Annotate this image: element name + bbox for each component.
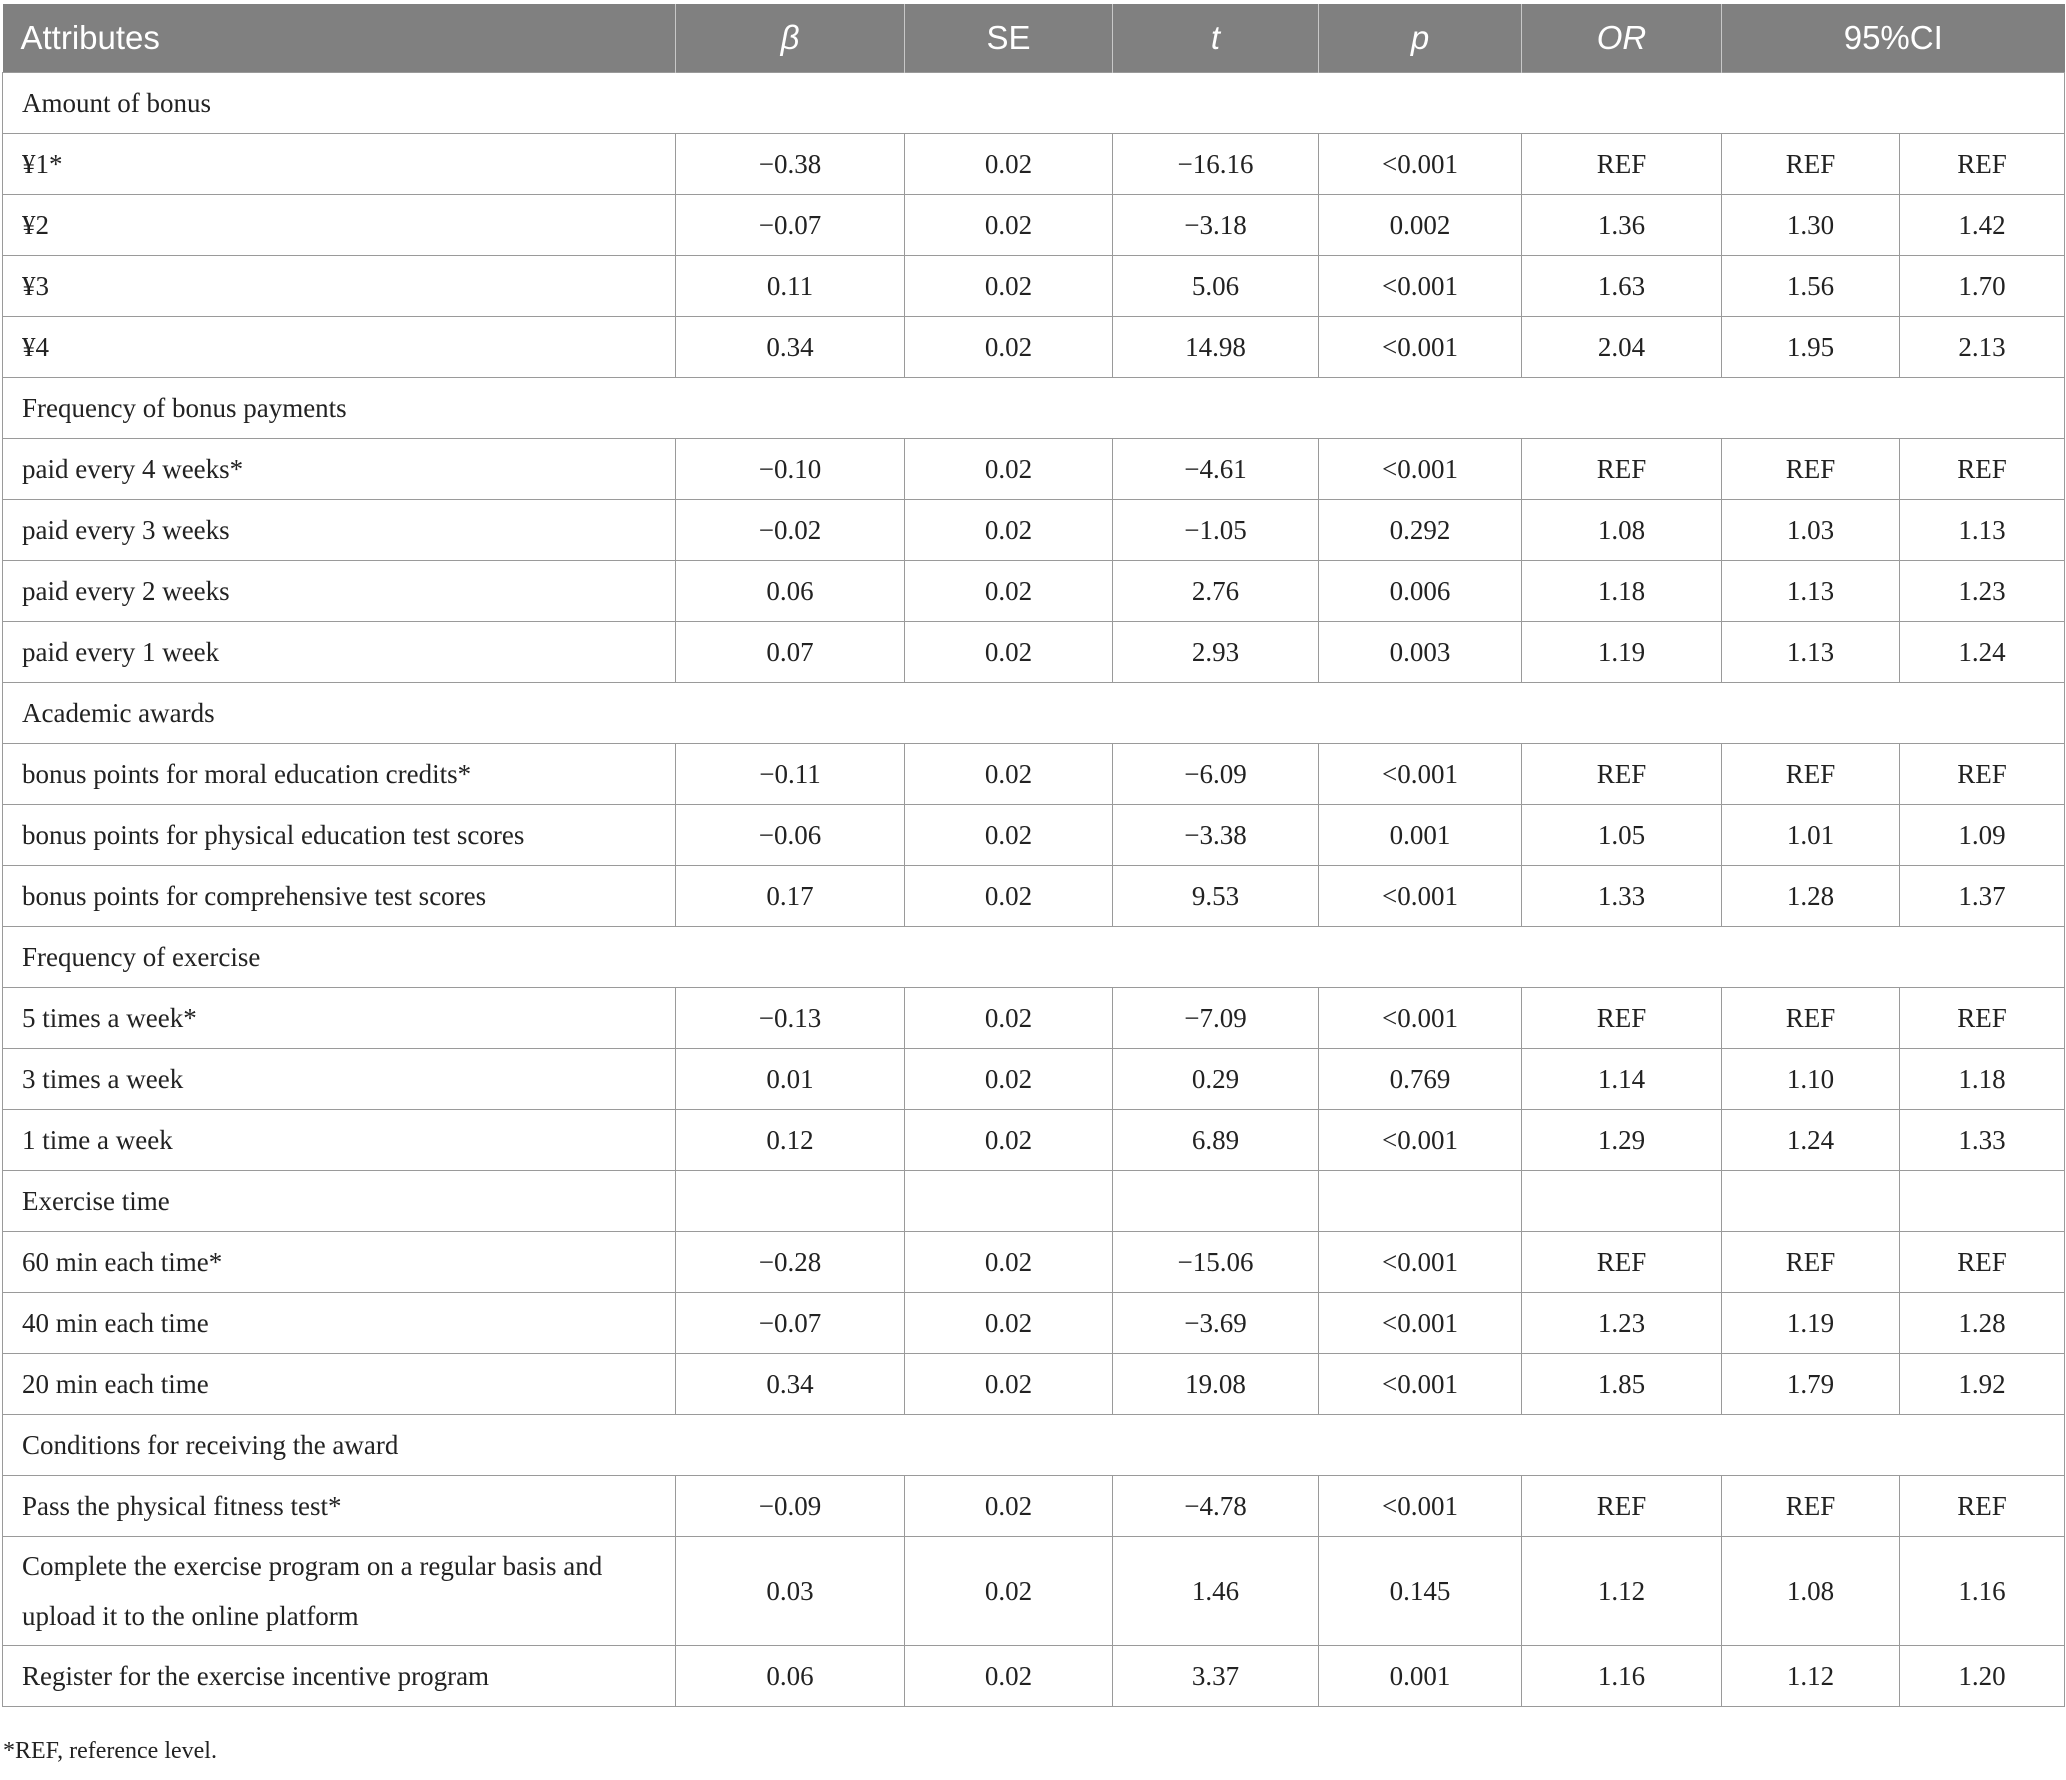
header-or: OR <box>1522 4 1722 73</box>
ci-upper-value: REF <box>1900 439 2065 500</box>
attribute-label: ¥1* <box>3 134 676 195</box>
or-value: 1.63 <box>1522 256 1722 317</box>
ci-lower-value: 1.30 <box>1722 195 1900 256</box>
or-value: REF <box>1522 134 1722 195</box>
header-p: p <box>1319 4 1522 73</box>
t-value: −16.16 <box>1113 134 1319 195</box>
group-row <box>3 378 2065 439</box>
ci-upper-value: 1.42 <box>1900 195 2065 256</box>
se-value: 0.02 <box>905 1646 1113 1707</box>
beta-value: 0.01 <box>676 1049 905 1110</box>
header-95ci: 95%CI <box>1722 4 2065 73</box>
t-value: 0.29 <box>1113 1049 1319 1110</box>
table-body <box>3 73 2065 1707</box>
attribute-label: bonus points for comprehensive test scores <box>3 866 676 927</box>
ci-lower-value: 1.24 <box>1722 1110 1900 1171</box>
beta-value: −0.02 <box>676 500 905 561</box>
t-value: −15.06 <box>1113 1232 1319 1293</box>
or-value: 2.04 <box>1522 317 1722 378</box>
ci-lower-value: 1.19 <box>1722 1293 1900 1354</box>
se-value: 0.02 <box>905 1110 1113 1171</box>
regression-table <box>2 4 2065 1707</box>
table-footnote: *REF, reference level. <box>3 1738 217 1764</box>
attribute-label: ¥4 <box>3 317 676 378</box>
group-row <box>3 1171 2065 1232</box>
p-value: <0.001 <box>1319 1232 1522 1293</box>
group-label: Frequency of bonus payments <box>3 378 2065 439</box>
or-value: REF <box>1522 988 1722 1049</box>
attribute-label: Pass the physical fitness test* <box>3 1476 676 1537</box>
beta-value: −0.07 <box>676 1293 905 1354</box>
or-value: 1.08 <box>1522 500 1722 561</box>
beta-value: 0.34 <box>676 1354 905 1415</box>
ci-lower-value: 1.79 <box>1722 1354 1900 1415</box>
se-value: 0.02 <box>905 744 1113 805</box>
attribute-label: ¥3 <box>3 256 676 317</box>
t-value: −4.78 <box>1113 1476 1319 1537</box>
t-value: 5.06 <box>1113 256 1319 317</box>
table-row <box>3 1110 2065 1171</box>
beta-value: −0.09 <box>676 1476 905 1537</box>
se-value: 0.02 <box>905 500 1113 561</box>
table-container <box>2 4 2064 1707</box>
p-value: <0.001 <box>1319 256 1522 317</box>
or-value: 1.14 <box>1522 1049 1722 1110</box>
ci-upper-value: 2.13 <box>1900 317 2065 378</box>
group-row <box>3 1415 2065 1476</box>
attribute-label: 1 time a week <box>3 1110 676 1171</box>
se-value: 0.02 <box>905 1232 1113 1293</box>
header-se: SE <box>905 4 1113 73</box>
ci-lower-value: REF <box>1722 1476 1900 1537</box>
empty-cell <box>905 1171 1113 1232</box>
group-row <box>3 683 2065 744</box>
table-row <box>3 1232 2065 1293</box>
se-value: 0.02 <box>905 622 1113 683</box>
or-value: 1.19 <box>1522 622 1722 683</box>
table-row <box>3 1293 2065 1354</box>
se-value: 0.02 <box>905 1293 1113 1354</box>
p-value: 0.292 <box>1319 500 1522 561</box>
attribute-label: paid every 3 weeks <box>3 500 676 561</box>
table-row <box>3 317 2065 378</box>
ci-upper-value: 1.24 <box>1900 622 2065 683</box>
attribute-label: paid every 2 weeks <box>3 561 676 622</box>
t-value: 3.37 <box>1113 1646 1319 1707</box>
or-value: 1.23 <box>1522 1293 1722 1354</box>
p-value: <0.001 <box>1319 317 1522 378</box>
attribute-label: 40 min each time <box>3 1293 676 1354</box>
ci-upper-value: 1.28 <box>1900 1293 2065 1354</box>
attribute-label: ¥2 <box>3 195 676 256</box>
table-row <box>3 195 2065 256</box>
t-value: 6.89 <box>1113 1110 1319 1171</box>
p-value: <0.001 <box>1319 866 1522 927</box>
ci-lower-value: 1.95 <box>1722 317 1900 378</box>
p-value: 0.006 <box>1319 561 1522 622</box>
se-value: 0.02 <box>905 561 1113 622</box>
ci-upper-value: 1.18 <box>1900 1049 2065 1110</box>
beta-value: 0.07 <box>676 622 905 683</box>
t-value: −7.09 <box>1113 988 1319 1049</box>
ci-lower-value: REF <box>1722 1232 1900 1293</box>
t-value: 2.76 <box>1113 561 1319 622</box>
table-row <box>3 439 2065 500</box>
or-value: 1.36 <box>1522 195 1722 256</box>
beta-value: −0.11 <box>676 744 905 805</box>
ci-lower-value: 1.03 <box>1722 500 1900 561</box>
table-row <box>3 866 2065 927</box>
t-value: 2.93 <box>1113 622 1319 683</box>
ci-lower-value: REF <box>1722 134 1900 195</box>
se-value: 0.02 <box>905 988 1113 1049</box>
se-value: 0.02 <box>905 256 1113 317</box>
se-value: 0.02 <box>905 1476 1113 1537</box>
p-value: <0.001 <box>1319 134 1522 195</box>
p-value: 0.769 <box>1319 1049 1522 1110</box>
group-label: Academic awards <box>3 683 2065 744</box>
ci-lower-value: 1.01 <box>1722 805 1900 866</box>
ci-lower-value: 1.10 <box>1722 1049 1900 1110</box>
ci-upper-value: 1.16 <box>1900 1537 2065 1646</box>
t-value: −4.61 <box>1113 439 1319 500</box>
p-value: <0.001 <box>1319 1110 1522 1171</box>
ci-lower-value: 1.13 <box>1722 622 1900 683</box>
beta-value: 0.12 <box>676 1110 905 1171</box>
se-value: 0.02 <box>905 134 1113 195</box>
t-value: 14.98 <box>1113 317 1319 378</box>
ci-upper-value: 1.33 <box>1900 1110 2065 1171</box>
ci-lower-value: 1.08 <box>1722 1537 1900 1646</box>
se-value: 0.02 <box>905 317 1113 378</box>
empty-cell <box>1722 1171 1900 1232</box>
ci-lower-value: 1.13 <box>1722 561 1900 622</box>
attribute-label: Register for the exercise incentive program <box>3 1646 676 1707</box>
or-value: 1.18 <box>1522 561 1722 622</box>
ci-lower-value: 1.28 <box>1722 866 1900 927</box>
attribute-label: bonus points for physical education test scores <box>3 805 676 866</box>
or-value: REF <box>1522 1232 1722 1293</box>
ci-upper-value: REF <box>1900 1476 2065 1537</box>
ci-upper-value: REF <box>1900 988 2065 1049</box>
p-value: <0.001 <box>1319 439 1522 500</box>
ci-upper-value: REF <box>1900 134 2065 195</box>
table-row <box>3 744 2065 805</box>
table-row <box>3 134 2065 195</box>
ci-upper-value: 1.37 <box>1900 866 2065 927</box>
table-row <box>3 805 2065 866</box>
group-label: Amount of bonus <box>3 73 2065 134</box>
empty-cell <box>1522 1171 1722 1232</box>
se-value: 0.02 <box>905 805 1113 866</box>
ci-lower-value: REF <box>1722 439 1900 500</box>
ci-upper-value: 1.70 <box>1900 256 2065 317</box>
or-value: 1.05 <box>1522 805 1722 866</box>
beta-value: −0.38 <box>676 134 905 195</box>
empty-cell <box>1900 1171 2065 1232</box>
t-value: 19.08 <box>1113 1354 1319 1415</box>
p-value: 0.001 <box>1319 1646 1522 1707</box>
table-row <box>3 500 2065 561</box>
empty-cell <box>1319 1171 1522 1232</box>
attribute-label: 5 times a week* <box>3 988 676 1049</box>
ci-upper-value: REF <box>1900 744 2065 805</box>
ci-lower-value: REF <box>1722 988 1900 1049</box>
ci-upper-value: 1.09 <box>1900 805 2065 866</box>
se-value: 0.02 <box>905 1049 1113 1110</box>
beta-value: 0.03 <box>676 1537 905 1646</box>
p-value: <0.001 <box>1319 1354 1522 1415</box>
or-value: 1.85 <box>1522 1354 1722 1415</box>
attribute-label: paid every 4 weeks* <box>3 439 676 500</box>
p-value: <0.001 <box>1319 988 1522 1049</box>
beta-value: −0.10 <box>676 439 905 500</box>
ci-lower-value: 1.12 <box>1722 1646 1900 1707</box>
header-attributes: Attributes <box>3 4 676 73</box>
p-value: <0.001 <box>1319 1293 1522 1354</box>
attribute-label: paid every 1 week <box>3 622 676 683</box>
beta-value: 0.34 <box>676 317 905 378</box>
beta-value: 0.11 <box>676 256 905 317</box>
table-row <box>3 1049 2065 1110</box>
ci-upper-value: 1.13 <box>1900 500 2065 561</box>
ci-upper-value: 1.23 <box>1900 561 2065 622</box>
table-row <box>3 256 2065 317</box>
attribute-label: 60 min each time* <box>3 1232 676 1293</box>
t-value: −3.38 <box>1113 805 1319 866</box>
header-t: t <box>1113 4 1319 73</box>
or-value: REF <box>1522 1476 1722 1537</box>
table-row <box>3 1476 2065 1537</box>
p-value: <0.001 <box>1319 744 1522 805</box>
header-beta: β <box>676 4 905 73</box>
t-value: −3.69 <box>1113 1293 1319 1354</box>
group-label: Exercise time <box>3 1171 676 1232</box>
beta-value: −0.28 <box>676 1232 905 1293</box>
table-row <box>3 561 2065 622</box>
t-value: −3.18 <box>1113 195 1319 256</box>
or-value: REF <box>1522 439 1722 500</box>
table-row <box>3 1354 2065 1415</box>
ci-lower-value: REF <box>1722 744 1900 805</box>
p-value: 0.002 <box>1319 195 1522 256</box>
attribute-label: bonus points for moral education credits* <box>3 744 676 805</box>
se-value: 0.02 <box>905 1537 1113 1646</box>
or-value: 1.16 <box>1522 1646 1722 1707</box>
or-value: REF <box>1522 744 1722 805</box>
p-value: 0.003 <box>1319 622 1522 683</box>
t-value: 1.46 <box>1113 1537 1319 1646</box>
beta-value: 0.17 <box>676 866 905 927</box>
beta-value: 0.06 <box>676 561 905 622</box>
se-value: 0.02 <box>905 866 1113 927</box>
ci-upper-value: REF <box>1900 1232 2065 1293</box>
beta-value: −0.07 <box>676 195 905 256</box>
attribute-label: Complete the exercise program on a regular basis and upload it to the online platform <box>3 1537 676 1646</box>
table-row <box>3 1537 2065 1646</box>
beta-value: −0.13 <box>676 988 905 1049</box>
t-value: −1.05 <box>1113 500 1319 561</box>
empty-cell <box>676 1171 905 1232</box>
attribute-label: 3 times a week <box>3 1049 676 1110</box>
t-value: 9.53 <box>1113 866 1319 927</box>
table-row <box>3 988 2065 1049</box>
ci-upper-value: 1.92 <box>1900 1354 2065 1415</box>
ci-lower-value: 1.56 <box>1722 256 1900 317</box>
p-value: 0.145 <box>1319 1537 1522 1646</box>
group-label: Conditions for receiving the award <box>3 1415 2065 1476</box>
p-value: 0.001 <box>1319 805 1522 866</box>
group-row <box>3 927 2065 988</box>
or-value: 1.12 <box>1522 1537 1722 1646</box>
table-row <box>3 1646 2065 1707</box>
se-value: 0.02 <box>905 439 1113 500</box>
table-header <box>3 4 2065 73</box>
table-row <box>3 622 2065 683</box>
se-value: 0.02 <box>905 195 1113 256</box>
ci-upper-value: 1.20 <box>1900 1646 2065 1707</box>
group-row <box>3 73 2065 134</box>
se-value: 0.02 <box>905 1354 1113 1415</box>
p-value: <0.001 <box>1319 1476 1522 1537</box>
group-label: Frequency of exercise <box>3 927 2065 988</box>
beta-value: −0.06 <box>676 805 905 866</box>
attribute-label: 20 min each time <box>3 1354 676 1415</box>
or-value: 1.33 <box>1522 866 1722 927</box>
or-value: 1.29 <box>1522 1110 1722 1171</box>
empty-cell <box>1113 1171 1319 1232</box>
beta-value: 0.06 <box>676 1646 905 1707</box>
t-value: −6.09 <box>1113 744 1319 805</box>
